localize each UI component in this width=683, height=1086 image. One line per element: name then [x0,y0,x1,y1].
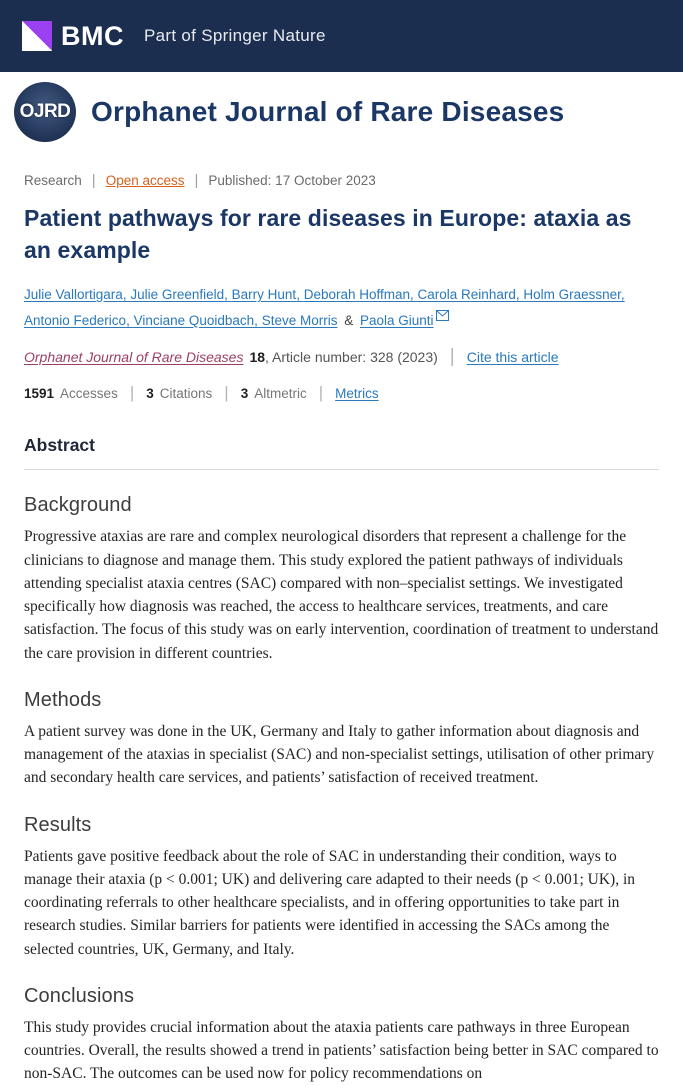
altmetric-label: Altmetric [254,385,307,401]
abstract-heading: Abstract [24,435,95,456]
author-link[interactable]: Steve Morris [261,312,338,328]
meta-divider: | [194,172,199,189]
author-link[interactable]: Vinciane Quoidbach , [134,313,262,328]
article-content [0,154,683,1086]
section-text: Progressive ataxias are rare and complex neurological disorders that represent a challenge for the clinicians to diagnose and manage them. This study explored the patient pathways of individuals attending specialist ataxia centres (SAC) compared with non–specialist settings. We investigated specifically how diagnosis was reached, the access to healthcare services, treatments, and care satisfaction. The focus of this study was on early intervention, coordination of treatment to understand the care provision in different countries. [24,528,659,662]
abstract-section-background [24,494,659,665]
journal-title[interactable]: Orphanet Journal of Rare Diseases [91,96,565,127]
abstract-section-conclusions [24,985,659,1086]
article-number: , Article number: 328 (2023) [265,349,438,366]
meta-divider: | [91,172,96,189]
accesses-count: 1591 [24,385,55,401]
metrics-link[interactable]: Metrics [335,385,379,401]
author-link[interactable]: Julie Greenfield , [130,287,231,302]
journal-banner [0,72,683,154]
altmetric-count: 3 [240,385,249,401]
bmc-logo[interactable] [22,21,124,52]
section-heading: Background [24,494,132,517]
open-access-link[interactable]: Open access [105,173,185,188]
bmc-logo-text: BMC [61,20,124,51]
journal-logo-text: OJRD [19,101,71,122]
volume-number: 18 [249,349,266,366]
section-heading: Conclusions [24,984,135,1007]
metrics-divider: | [129,383,135,403]
section-text: A patient survey was done in the UK, Germany and Italy to gather information about diagnosis and management of the ataxias in specialist (SAC) and non-specialist settings, utilisation of other primary and secondary health care services, and patients’ satisfaction of received treatment. [24,722,655,787]
author-conjunction: & [344,312,354,328]
abstract-section-results [24,814,659,961]
accesses-label: Accesses [60,385,118,401]
article-type-label: Research [24,173,82,188]
bmc-logo-icon [22,21,52,51]
bmc-top-bar [0,0,683,72]
citation-divider: | [449,346,455,368]
section-text: Patients gave positive feedback about the role of SAC in understanding their condition, ways to manage their ataxia (p < 0.001; UK) and delivering care adapted to their needs (p < 0.001; UK), in coordinating referrals to other healthcare specialists, and in offering opportunities to take part in research studies. Similar barriers for patients were identified in accessing the SACs among the selected countries, UK, Germany, and Italy. [24,847,636,958]
email-icon[interactable] [436,302,449,328]
abstract-section-methods [24,689,659,790]
published-date: Published: 17 October 2023 [208,173,376,188]
author-link[interactable]: Carola Reinhard , [418,287,524,302]
section-heading: Methods [24,688,102,711]
cite-this-article-link[interactable]: Cite this article [466,349,559,366]
author-link[interactable]: Holm Graessner , [523,287,624,302]
metrics-divider: | [318,383,324,403]
author-link[interactable]: Antonio Federico , [24,313,134,328]
citations-label: Citations [159,385,213,401]
author-link[interactable]: Deborah Hoffman , [304,287,418,302]
author-link-corresponding[interactable]: Paola Giunti [360,312,434,328]
author-link[interactable]: Barry Hunt , [232,287,304,302]
section-heading: Results [24,813,92,836]
springer-nature-tagline: Part of Springer Nature [144,26,326,45]
citations-count: 3 [146,385,154,401]
article-meta-row [24,172,659,189]
journal-logo[interactable] [14,82,76,142]
metrics-row [24,383,659,403]
citation-row [24,346,659,368]
author-list [24,282,654,333]
author-link[interactable]: Julie Vallortigara , [24,287,130,302]
abstract-divider [24,469,659,470]
article-title: Patient pathways for rare diseases in Europe: ataxia as an example [24,205,632,263]
journal-citation-link[interactable]: Orphanet Journal of Rare Diseases [24,349,244,366]
section-text: This study provides crucial information about the ataxia patients care pathways in three European countries. Overall, the results showed a trend in patients’ satisfaction being better in SAC compared to non-SAC. The outcomes can be used now for policy recommendations on [24,1018,659,1083]
metrics-divider: | [224,383,229,403]
